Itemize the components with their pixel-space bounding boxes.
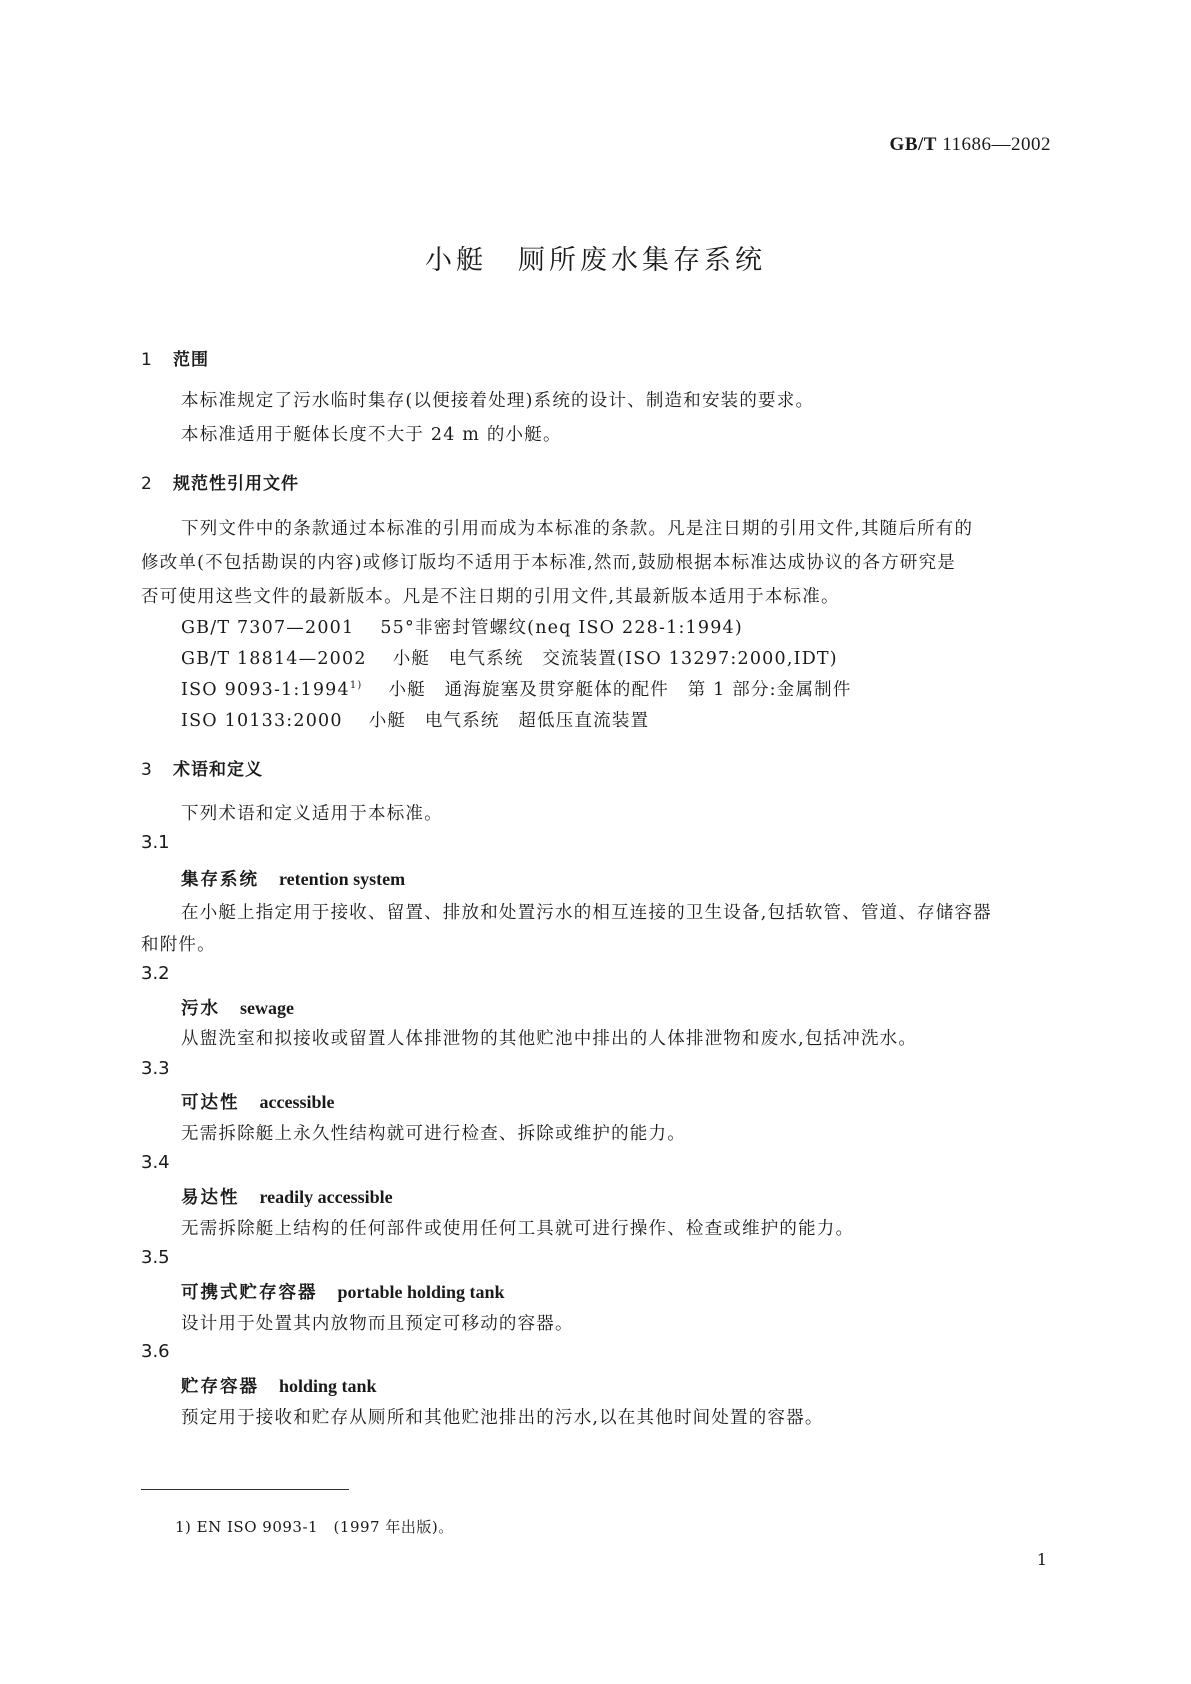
term-heading: 贮存容器 holding tank bbox=[181, 1376, 377, 1397]
section-1-para-2: 本标准适用于艇体长度不大于 24 m 的小艇。 bbox=[181, 425, 562, 445]
term-heading: 集存系统 retention system bbox=[181, 869, 406, 890]
section-1-heading: 1 范围 bbox=[141, 350, 209, 370]
page-title: 小艇 厕所废水集存系统 bbox=[425, 245, 766, 276]
footnote-marker: 1) bbox=[349, 680, 363, 692]
term-definition: 无需拆除艇上结构的任何部件或使用任何工具就可进行操作、检查或维护的能力。 bbox=[181, 1219, 855, 1239]
section-3-heading: 3 术语和定义 bbox=[141, 760, 263, 780]
term-number: 3.2 bbox=[141, 963, 170, 984]
section-2-line-3: 否可使用这些文件的最新版本。凡是不注日期的引用文件,其最新版本适用于本标准。 bbox=[141, 587, 840, 607]
term-heading: 易达性 readily accessible bbox=[181, 1187, 393, 1208]
term-number: 3.4 bbox=[141, 1152, 170, 1173]
term-heading: 可达性 accessible bbox=[181, 1092, 335, 1113]
reference-item: ISO 9093-1:1994$^{1)}$ 小艇 通海旋塞及贯穿艇体的配件 第 1 部分:金属制件 bbox=[181, 680, 852, 700]
section-1-para-1: 本标准规定了污水临时集存(以便接着处理)系统的设计、制造和安装的要求。 bbox=[181, 391, 815, 411]
term-number: 3.1 bbox=[141, 832, 170, 853]
term-number: 3.3 bbox=[141, 1058, 170, 1079]
term-definition: 预定用于接收和贮存从厕所和其他贮池排出的污水,以在其他时间处置的容器。 bbox=[181, 1408, 824, 1428]
section-2-line-2: 修改单(不包括勘误的内容)或修订版均不适用于本标准,然而,鼓励根据本标准达成协议的各方研究是 bbox=[141, 553, 956, 573]
term-definition: 和附件。 bbox=[141, 935, 216, 955]
section-2-heading: 2 规范性引用文件 bbox=[141, 474, 299, 494]
term-definition: 无需拆除艇上永久性结构就可进行检查、拆除或维护的能力。 bbox=[181, 1124, 686, 1144]
footnote: 1) EN ISO 9093-1 (1997 年出版)。 bbox=[175, 1518, 454, 1536]
reference-item: GB/T 7307—2001 55°非密封管螺纹(neq ISO 228-1:1994) bbox=[181, 618, 743, 638]
term-number: 3.5 bbox=[141, 1247, 170, 1268]
term-definition: 设计用于处置其内放物而且预定可移动的容器。 bbox=[181, 1314, 574, 1334]
reference-item: GB/T 18814—2002 小艇 电气系统 交流装置(ISO 13297:2000,IDT) bbox=[181, 649, 838, 669]
document-number: GB/T 11686—2002 bbox=[889, 134, 1051, 155]
section-2-line-1: 下列文件中的条款通过本标准的引用而成为本标准的条款。凡是注日期的引用文件,其随后所有的 bbox=[181, 519, 974, 539]
section-3-intro: 下列术语和定义适用于本标准。 bbox=[181, 804, 443, 824]
page-number: 1 bbox=[1036, 1550, 1047, 1569]
term-heading: 可携式贮存容器 portable holding tank bbox=[181, 1282, 505, 1303]
reference-item: ISO 10133:2000 小艇 电气系统 超低压直流装置 bbox=[181, 711, 650, 731]
term-definition: 从盥洗室和拟接收或留置人体排泄物的其他贮池中排出的人体排泄物和废水,包括冲洗水。 bbox=[181, 1029, 918, 1049]
term-heading: 污水 sewage bbox=[181, 998, 294, 1019]
term-definition: 在小艇上指定用于接收、留置、排放和处置污水的相互连接的卫生设备,包括软管、管道、存储容器 bbox=[181, 903, 992, 923]
footnote-divider bbox=[141, 1489, 349, 1490]
term-number: 3.6 bbox=[141, 1341, 170, 1362]
